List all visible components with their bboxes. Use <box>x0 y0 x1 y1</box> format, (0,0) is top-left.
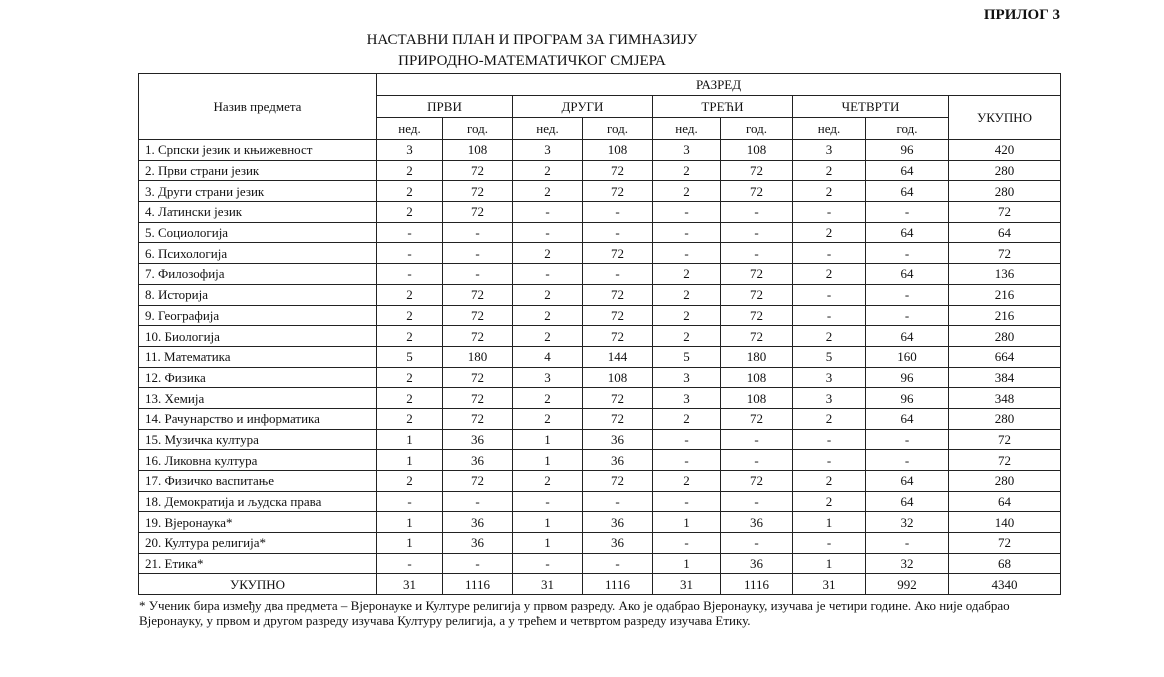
yearly-hours-cell: 36 <box>583 512 653 533</box>
weekly-hours-cell: 2 <box>653 160 721 181</box>
row-total-cell: 664 <box>949 346 1061 367</box>
subject-name: 5. Социологија <box>139 222 377 243</box>
yearly-hours-cell: 72 <box>443 181 513 202</box>
row-total-cell: 136 <box>949 264 1061 285</box>
weekly-hours-cell: 2 <box>513 305 583 326</box>
weekly-hours-cell: 2 <box>377 202 443 223</box>
weekly-hours-cell: - <box>653 491 721 512</box>
weekly-hours-cell: - <box>377 243 443 264</box>
yearly-hours-cell: 72 <box>443 388 513 409</box>
subject-name: 9. Географија <box>139 305 377 326</box>
weekly-hours-cell: 2 <box>513 284 583 305</box>
table-row <box>139 160 1061 181</box>
weekly-hours-cell: 2 <box>513 471 583 492</box>
weekly-hours-cell: 2 <box>653 305 721 326</box>
weekly-hours-cell: 2 <box>377 284 443 305</box>
yearly-hours-cell: 72 <box>443 305 513 326</box>
row-total-cell: 72 <box>949 450 1061 471</box>
totals-row <box>139 574 1061 595</box>
table-row <box>139 264 1061 285</box>
weekly-hours-cell: 31 <box>377 574 443 595</box>
table-row <box>139 326 1061 347</box>
subject-name: 12. Физика <box>139 367 377 388</box>
weekly-hours-cell: 2 <box>793 326 866 347</box>
yearly-hours-cell: 32 <box>866 512 949 533</box>
yearly-hours-cell: 72 <box>721 160 793 181</box>
yearly-hours-cell: 72 <box>583 181 653 202</box>
header-weekly: нед. <box>377 118 443 140</box>
yearly-hours-cell: - <box>866 305 949 326</box>
yearly-hours-cell: - <box>583 553 653 574</box>
yearly-hours-cell: 36 <box>721 512 793 533</box>
yearly-hours-cell: 36 <box>583 450 653 471</box>
yearly-hours-cell: 992 <box>866 574 949 595</box>
weekly-hours-cell: 2 <box>793 471 866 492</box>
row-total-cell: 280 <box>949 181 1061 202</box>
totals-label: УКУПНО <box>139 574 377 595</box>
weekly-hours-cell: 1 <box>513 429 583 450</box>
table-row <box>139 388 1061 409</box>
yearly-hours-cell: 72 <box>583 471 653 492</box>
weekly-hours-cell: 2 <box>793 160 866 181</box>
header-grade-group: РАЗРЕД <box>377 74 1061 96</box>
weekly-hours-cell: 1 <box>653 553 721 574</box>
row-total-cell: 64 <box>949 222 1061 243</box>
subject-name: 20. Култура религија* <box>139 533 377 554</box>
yearly-hours-cell: 36 <box>583 429 653 450</box>
weekly-hours-cell: 2 <box>513 243 583 264</box>
row-total-cell: 420 <box>949 140 1061 161</box>
table-row <box>139 202 1061 223</box>
weekly-hours-cell: - <box>377 553 443 574</box>
yearly-hours-cell: - <box>583 264 653 285</box>
weekly-hours-cell: 2 <box>653 284 721 305</box>
yearly-hours-cell: - <box>583 222 653 243</box>
weekly-hours-cell: 3 <box>793 140 866 161</box>
yearly-hours-cell: 72 <box>443 471 513 492</box>
weekly-hours-cell: 1 <box>653 512 721 533</box>
weekly-hours-cell: 3 <box>513 367 583 388</box>
yearly-hours-cell: 72 <box>443 367 513 388</box>
header-yearly: год. <box>721 118 793 140</box>
subject-name: 15. Музичка култура <box>139 429 377 450</box>
weekly-hours-cell: 2 <box>653 181 721 202</box>
weekly-hours-cell: - <box>793 450 866 471</box>
weekly-hours-cell: 2 <box>513 160 583 181</box>
weekly-hours-cell: 2 <box>653 408 721 429</box>
yearly-hours-cell: 72 <box>721 471 793 492</box>
row-total-cell: 72 <box>949 429 1061 450</box>
row-total-cell: 140 <box>949 512 1061 533</box>
yearly-hours-cell: - <box>583 202 653 223</box>
table-body <box>139 140 1061 595</box>
yearly-hours-cell: - <box>866 202 949 223</box>
subject-name: 11. Математика <box>139 346 377 367</box>
weekly-hours-cell: - <box>653 243 721 264</box>
table-row <box>139 553 1061 574</box>
subject-name: 8. Историја <box>139 284 377 305</box>
subject-name: 18. Демократија и људска права <box>139 491 377 512</box>
yearly-hours-cell: 72 <box>443 284 513 305</box>
yearly-hours-cell: 72 <box>443 202 513 223</box>
weekly-hours-cell: - <box>653 222 721 243</box>
weekly-hours-cell: 2 <box>793 264 866 285</box>
yearly-hours-cell: 72 <box>721 408 793 429</box>
weekly-hours-cell: - <box>793 202 866 223</box>
weekly-hours-cell: 2 <box>793 408 866 429</box>
subject-name: 4. Латински језик <box>139 202 377 223</box>
weekly-hours-cell: 1 <box>793 553 866 574</box>
yearly-hours-cell: 36 <box>443 512 513 533</box>
weekly-hours-cell: - <box>513 264 583 285</box>
row-total-cell: 72 <box>949 533 1061 554</box>
weekly-hours-cell: 3 <box>653 367 721 388</box>
weekly-hours-cell: - <box>513 491 583 512</box>
yearly-hours-cell: 160 <box>866 346 949 367</box>
yearly-hours-cell: 108 <box>721 367 793 388</box>
yearly-hours-cell: 72 <box>583 243 653 264</box>
header-yearly: год. <box>583 118 653 140</box>
weekly-hours-cell: 3 <box>793 367 866 388</box>
yearly-hours-cell: - <box>721 533 793 554</box>
weekly-hours-cell: - <box>653 202 721 223</box>
header-weekly: нед. <box>513 118 583 140</box>
weekly-hours-cell: 2 <box>377 181 443 202</box>
weekly-hours-cell: 2 <box>377 388 443 409</box>
weekly-hours-cell: - <box>377 222 443 243</box>
yearly-hours-cell: 64 <box>866 408 949 429</box>
weekly-hours-cell: 1 <box>377 533 443 554</box>
weekly-hours-cell: 3 <box>793 388 866 409</box>
weekly-hours-cell: 1 <box>513 450 583 471</box>
yearly-hours-cell: 36 <box>583 533 653 554</box>
header-grade-3: ТРЕЋИ <box>653 96 793 118</box>
header-grade-1: ПРВИ <box>377 96 513 118</box>
weekly-hours-cell: 31 <box>793 574 866 595</box>
yearly-hours-cell: - <box>866 450 949 471</box>
yearly-hours-cell: 108 <box>443 140 513 161</box>
weekly-hours-cell: - <box>793 429 866 450</box>
weekly-hours-cell: 2 <box>377 408 443 429</box>
weekly-hours-cell: - <box>513 202 583 223</box>
weekly-hours-cell: - <box>653 429 721 450</box>
row-total-cell: 280 <box>949 160 1061 181</box>
row-total-cell: 384 <box>949 367 1061 388</box>
weekly-hours-cell: 3 <box>377 140 443 161</box>
row-total-cell: 280 <box>949 471 1061 492</box>
yearly-hours-cell: - <box>443 222 513 243</box>
weekly-hours-cell: 5 <box>377 346 443 367</box>
yearly-hours-cell: 108 <box>583 367 653 388</box>
header-weekly: нед. <box>653 118 721 140</box>
yearly-hours-cell: 108 <box>583 140 653 161</box>
yearly-hours-cell: 32 <box>866 553 949 574</box>
yearly-hours-cell: 144 <box>583 346 653 367</box>
subject-name: 3. Други страни језик <box>139 181 377 202</box>
subject-name: 6. Психологија <box>139 243 377 264</box>
weekly-hours-cell: - <box>513 553 583 574</box>
weekly-hours-cell: - <box>653 533 721 554</box>
yearly-hours-cell: 72 <box>443 326 513 347</box>
header-grade-2: ДРУГИ <box>513 96 653 118</box>
weekly-hours-cell: 3 <box>653 140 721 161</box>
weekly-hours-cell: 2 <box>513 181 583 202</box>
yearly-hours-cell: 108 <box>721 388 793 409</box>
table-row <box>139 346 1061 367</box>
table-row <box>139 450 1061 471</box>
yearly-hours-cell: - <box>721 429 793 450</box>
table-row <box>139 305 1061 326</box>
table-row <box>139 243 1061 264</box>
weekly-hours-cell: 31 <box>653 574 721 595</box>
weekly-hours-cell: 2 <box>653 264 721 285</box>
yearly-hours-cell: - <box>721 450 793 471</box>
yearly-hours-cell: 36 <box>721 553 793 574</box>
row-total-cell: 216 <box>949 284 1061 305</box>
yearly-hours-cell: - <box>721 222 793 243</box>
yearly-hours-cell: - <box>721 491 793 512</box>
table-row <box>139 471 1061 492</box>
weekly-hours-cell: 5 <box>793 346 866 367</box>
yearly-hours-cell: 96 <box>866 367 949 388</box>
yearly-hours-cell: 64 <box>866 181 949 202</box>
table-row <box>139 367 1061 388</box>
yearly-hours-cell: 64 <box>866 471 949 492</box>
footnote: * Ученик бира између два предмета – Вјеронауке и Културе религија у првом разреду. Ако је одабрао Вјеронауку, изучава је четири године. Ако није одабрао Вјеронауку, у првом и другом разреду изучава Културу религија, а у трећем и четвртом разреду изучава Етику. <box>139 598 1010 628</box>
yearly-hours-cell: - <box>443 243 513 264</box>
weekly-hours-cell: 4 <box>513 346 583 367</box>
header-subject: Назив предмета <box>139 74 377 140</box>
weekly-hours-cell: 1 <box>513 512 583 533</box>
row-total-cell: 72 <box>949 243 1061 264</box>
weekly-hours-cell: 2 <box>793 181 866 202</box>
weekly-hours-cell: 2 <box>377 367 443 388</box>
weekly-hours-cell: 2 <box>513 408 583 429</box>
yearly-hours-cell: 72 <box>583 326 653 347</box>
table-row <box>139 408 1061 429</box>
yearly-hours-cell: 72 <box>721 284 793 305</box>
yearly-hours-cell: - <box>583 491 653 512</box>
header-total: УКУПНО <box>949 96 1061 140</box>
table-row <box>139 222 1061 243</box>
yearly-hours-cell: 96 <box>866 140 949 161</box>
yearly-hours-cell: 72 <box>583 284 653 305</box>
row-total-cell: 348 <box>949 388 1061 409</box>
subject-name: 10. Биологија <box>139 326 377 347</box>
yearly-hours-cell: - <box>866 429 949 450</box>
yearly-hours-cell: 1116 <box>443 574 513 595</box>
subject-name: 13. Хемија <box>139 388 377 409</box>
weekly-hours-cell: 1 <box>513 533 583 554</box>
table-row <box>139 512 1061 533</box>
yearly-hours-cell: - <box>721 243 793 264</box>
header-grade-4: ЧЕТВРТИ <box>793 96 949 118</box>
yearly-hours-cell: 1116 <box>721 574 793 595</box>
weekly-hours-cell: 2 <box>653 326 721 347</box>
weekly-hours-cell: 2 <box>513 388 583 409</box>
document-title: НАСТАВНИ ПЛАН И ПРОГРАМ ЗА ГИМНАЗИЈУ <box>366 32 698 48</box>
weekly-hours-cell: 1 <box>377 450 443 471</box>
document-subtitle: ПРИРОДНО-МАТЕМАТИЧКОГ СМЈЕРА <box>398 53 666 69</box>
weekly-hours-cell: - <box>793 305 866 326</box>
table-row <box>139 533 1061 554</box>
weekly-hours-cell: 3 <box>513 140 583 161</box>
yearly-hours-cell: 64 <box>866 326 949 347</box>
row-total-cell: 280 <box>949 408 1061 429</box>
header-yearly: год. <box>443 118 513 140</box>
subject-name: 21. Етика* <box>139 553 377 574</box>
yearly-hours-cell: 180 <box>721 346 793 367</box>
subject-name: 16. Ликовна култура <box>139 450 377 471</box>
yearly-hours-cell: - <box>866 533 949 554</box>
weekly-hours-cell: 1 <box>377 512 443 533</box>
subject-name: 14. Рачунарство и информатика <box>139 408 377 429</box>
weekly-hours-cell: 2 <box>377 471 443 492</box>
yearly-hours-cell: - <box>866 284 949 305</box>
weekly-hours-cell: 2 <box>653 471 721 492</box>
weekly-hours-cell: 1 <box>377 429 443 450</box>
yearly-hours-cell: 36 <box>443 450 513 471</box>
weekly-hours-cell: 2 <box>793 222 866 243</box>
yearly-hours-cell: 96 <box>866 388 949 409</box>
yearly-hours-cell: 1116 <box>583 574 653 595</box>
row-total-cell: 280 <box>949 326 1061 347</box>
row-total-cell: 4340 <box>949 574 1061 595</box>
yearly-hours-cell: 72 <box>583 388 653 409</box>
table-row <box>139 181 1061 202</box>
subject-name: 17. Физичко васпитање <box>139 471 377 492</box>
yearly-hours-cell: 72 <box>721 326 793 347</box>
row-total-cell: 64 <box>949 491 1061 512</box>
subject-name: 1. Српски језик и књижевност <box>139 140 377 161</box>
yearly-hours-cell: 108 <box>721 140 793 161</box>
annex-label: ПРИЛОГ 3 <box>983 7 1060 23</box>
weekly-hours-cell: 5 <box>653 346 721 367</box>
weekly-hours-cell: 2 <box>377 326 443 347</box>
subject-name: 19. Вјеронаука* <box>139 512 377 533</box>
yearly-hours-cell: - <box>443 491 513 512</box>
weekly-hours-cell: 2 <box>793 491 866 512</box>
weekly-hours-cell: 2 <box>513 326 583 347</box>
yearly-hours-cell: 36 <box>443 533 513 554</box>
yearly-hours-cell: - <box>443 553 513 574</box>
yearly-hours-cell: 36 <box>443 429 513 450</box>
table-row <box>139 284 1061 305</box>
yearly-hours-cell: 64 <box>866 491 949 512</box>
yearly-hours-cell: 64 <box>866 160 949 181</box>
weekly-hours-cell: 3 <box>653 388 721 409</box>
header-weekly: нед. <box>793 118 866 140</box>
yearly-hours-cell: 64 <box>866 264 949 285</box>
yearly-hours-cell: 72 <box>443 408 513 429</box>
weekly-hours-cell: - <box>377 264 443 285</box>
weekly-hours-cell: - <box>377 491 443 512</box>
weekly-hours-cell: - <box>653 450 721 471</box>
weekly-hours-cell: - <box>793 284 866 305</box>
weekly-hours-cell: - <box>513 222 583 243</box>
yearly-hours-cell: 72 <box>721 264 793 285</box>
yearly-hours-cell: 64 <box>866 222 949 243</box>
yearly-hours-cell: 72 <box>443 160 513 181</box>
subject-name: 7. Филозофија <box>139 264 377 285</box>
yearly-hours-cell: - <box>866 243 949 264</box>
yearly-hours-cell: 72 <box>721 181 793 202</box>
weekly-hours-cell: 2 <box>377 305 443 326</box>
table-row <box>139 491 1061 512</box>
yearly-hours-cell: 72 <box>583 160 653 181</box>
weekly-hours-cell: - <box>793 533 866 554</box>
yearly-hours-cell: - <box>443 264 513 285</box>
row-total-cell: 72 <box>949 202 1061 223</box>
yearly-hours-cell: 72 <box>583 408 653 429</box>
row-total-cell: 68 <box>949 553 1061 574</box>
yearly-hours-cell: 180 <box>443 346 513 367</box>
yearly-hours-cell: 72 <box>721 305 793 326</box>
weekly-hours-cell: 1 <box>793 512 866 533</box>
yearly-hours-cell: - <box>721 202 793 223</box>
subject-name: 2. Први страни језик <box>139 160 377 181</box>
curriculum-table <box>138 73 1061 595</box>
table-row <box>139 429 1061 450</box>
table-row <box>139 140 1061 161</box>
yearly-hours-cell: 72 <box>583 305 653 326</box>
weekly-hours-cell: - <box>793 243 866 264</box>
weekly-hours-cell: 31 <box>513 574 583 595</box>
row-total-cell: 216 <box>949 305 1061 326</box>
header-yearly: год. <box>866 118 949 140</box>
weekly-hours-cell: 2 <box>377 160 443 181</box>
